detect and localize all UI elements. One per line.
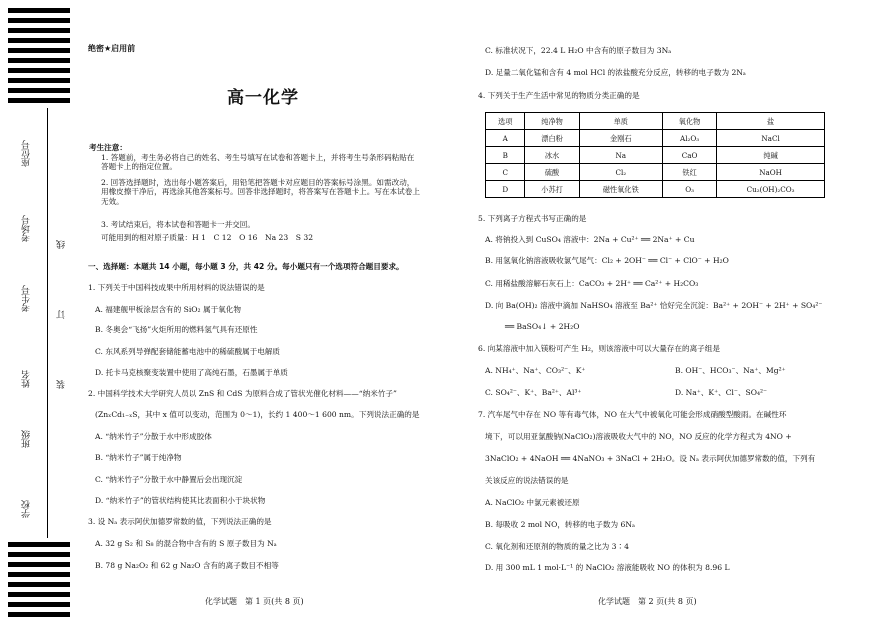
table-cell: Cl₂ bbox=[579, 164, 662, 181]
table-cell: O₃ bbox=[663, 181, 717, 198]
seal-text-ding: 订 bbox=[57, 310, 67, 319]
table-cell: CaO bbox=[663, 147, 717, 164]
stripe bbox=[8, 68, 70, 73]
stripe bbox=[8, 48, 70, 53]
option-line: C. 东风系列导弹配套储能蓄电池中的稀硫酸属于电解质 bbox=[95, 347, 281, 356]
option-line: D. 用 300 mL 1 mol·L⁻¹ 的 NaClO₂ 溶液能吸收 NO 的体积为 8.96 L bbox=[485, 563, 730, 572]
option-line: A. NaClO₂ 中氯元素被还原 bbox=[485, 498, 580, 507]
option-line: B. 冬奥会“飞扬”火炬所用的燃料氢气具有还原性 bbox=[95, 325, 258, 334]
atomic-mass-line: 可能用到的相对原子质量：H 1 C 12 O 16 Na 23 S 32 bbox=[101, 233, 314, 242]
question-line: 1. 下列关于中国科技成果中所用材料的说法错误的是 bbox=[88, 283, 265, 292]
question-line: 关该反应的说法错误的是 bbox=[485, 476, 569, 485]
table-cell: 冰水 bbox=[525, 147, 579, 164]
question-line: 3NaClO₂ + 4NaOH ══ 4NaNO₃ + 3NaCl + 2H₂O。设 Nₐ 表示阿伏加德罗常数的值，下列有 bbox=[485, 454, 816, 463]
table-cell: C bbox=[486, 164, 525, 181]
option-line: C. 标准状况下，22.4 L H₂O 中含有的原子数目为 3Nₐ bbox=[485, 46, 672, 55]
question-line: 境下，可以用亚氯酸钠(NaClO₂)溶液吸收大气中的 NO，NO 反应的化学方程式为 4NO + bbox=[485, 432, 792, 441]
stripe bbox=[8, 612, 70, 617]
table-header: 盐 bbox=[717, 113, 825, 130]
class-label: 班级 bbox=[22, 430, 32, 448]
exam-room-label: 考场号 bbox=[22, 215, 32, 242]
table-row bbox=[486, 181, 825, 198]
stripe bbox=[8, 38, 70, 43]
option-line: B. “纳米竹子”属于纯净物 bbox=[95, 453, 182, 462]
seal-line bbox=[47, 108, 48, 538]
table-cell: D bbox=[486, 181, 525, 198]
option-line: B. OH⁻、HCO₃⁻、Na⁺、Mg²⁺ bbox=[675, 366, 786, 375]
table-cell: 磁性氧化铁 bbox=[579, 181, 662, 198]
table-cell: A bbox=[486, 130, 525, 147]
table-cell: 硫酸 bbox=[525, 164, 579, 181]
seal-text-zhuang: 装 bbox=[57, 380, 67, 389]
option-line: D. 向 Ba(OH)₂ 溶液中滴加 NaHSO₄ 溶液至 Ba²⁺ 恰好完全沉淀：Ba²⁺ + 2OH⁻ + 2H⁺ + SO₄²⁻ bbox=[485, 301, 823, 310]
table-header: 选项 bbox=[486, 113, 525, 130]
option-line: C. “纳米竹子”分散于水中静置后会出现沉淀 bbox=[95, 475, 243, 484]
stripe bbox=[8, 562, 70, 567]
table-cell: 小苏打 bbox=[525, 181, 579, 198]
stripe bbox=[8, 78, 70, 83]
option-line: A. 将钠投入到 CuSO₄ 溶液中：2Na + Cu²⁺ ══ 2Na⁺ + Cu bbox=[485, 235, 695, 244]
option-line: A. NH₄⁺、Na⁺、CO₃²⁻、K⁺ bbox=[485, 366, 586, 375]
option-line: B. 每吸收 2 mol NO，转移的电子数为 6Nₐ bbox=[485, 520, 635, 529]
option-line: D. 足量二氧化锰和含有 4 mol HCl 的浓盐酸充分反应，转移的电子数为 2Nₐ bbox=[485, 68, 746, 77]
option-line: ══ BaSO₄↓ + 2H₂O bbox=[505, 322, 580, 331]
exam-id-label: 考生号 bbox=[22, 285, 32, 312]
stripe bbox=[8, 8, 70, 13]
notice-heading: 考生注意： bbox=[89, 143, 127, 152]
option-line: D. Na⁺、K⁺、Cl⁻、SO₄²⁻ bbox=[675, 388, 768, 397]
section-heading: 一、选择题：本题共 14 小题，每小题 3 分，共 42 分。每小题只有一个选项符合题目要求。 bbox=[88, 262, 404, 271]
notice-item: 3. 考试结束后，将本试卷和答题卡一并交回。 bbox=[101, 220, 255, 229]
seat-label: 座位号 bbox=[22, 140, 32, 167]
table-header-row bbox=[486, 113, 825, 130]
option-line: A. 福建舰甲板涂层含有的 SiO₂ 属于氧化物 bbox=[95, 305, 241, 314]
table-header: 纯净物 bbox=[525, 113, 579, 130]
table-cell: B bbox=[486, 147, 525, 164]
table-row bbox=[486, 130, 825, 147]
table-cell: Na bbox=[579, 147, 662, 164]
notice-item: 2. 回答选择题时，选出每小题答案后，用铅笔把答题卡对应题目的答案标号涂黑。如需改动，用橡皮擦干净后，再选涂其他答案标号。回答非选择题时，将答案写在答题卡上。写在本试卷上无效。 bbox=[101, 178, 420, 206]
binding-strip bbox=[0, 0, 70, 630]
stripe bbox=[8, 552, 70, 557]
table-cell: Al₂O₃ bbox=[663, 130, 717, 147]
name-label: 姓名 bbox=[22, 370, 32, 388]
stripe bbox=[8, 542, 70, 547]
option-line: B. 78 g Na₂O₂ 和 62 g Na₂O 含有的离子数目不相等 bbox=[95, 561, 279, 570]
stripe bbox=[8, 58, 70, 63]
page-footer: 化学试题 第 2 页(共 8 页) bbox=[598, 597, 697, 606]
option-line: A. 32 g S₂ 和 S₈ 的混合物中含有的 S 原子数目为 Nₐ bbox=[95, 539, 277, 548]
stripe bbox=[8, 602, 70, 607]
classification-table bbox=[485, 112, 825, 198]
table-header: 单质 bbox=[579, 113, 662, 130]
table-row bbox=[486, 164, 825, 181]
table-cell: 铁红 bbox=[663, 164, 717, 181]
stripe bbox=[8, 572, 70, 577]
option-line: B. 用氢氧化钠溶液吸收氯气尾气：Cl₂ + 2OH⁻ ══ Cl⁻ + ClO⁻ + H₂O bbox=[485, 256, 729, 265]
table-cell: Cu₂(OH)₂CO₃ bbox=[717, 181, 825, 198]
stripe bbox=[8, 98, 70, 103]
question-line: 2. 中国科学技术大学研究人员以 ZnS 和 CdS 为原料合成了管状光催化材料——“纳米竹子” bbox=[88, 389, 397, 398]
table-cell: NaCl bbox=[717, 130, 825, 147]
stripe bbox=[8, 28, 70, 33]
option-line: D. “纳米竹子”的管状结构使其比表面积小于块状物 bbox=[95, 496, 266, 505]
table-cell: 漂白粉 bbox=[525, 130, 579, 147]
option-line: C. SO₄²⁻、K⁺、Ba²⁺、Al³⁺ bbox=[485, 388, 582, 397]
stripe bbox=[8, 18, 70, 23]
table-row bbox=[486, 147, 825, 164]
school-label: 学校 bbox=[22, 500, 32, 518]
table-cell: 金刚石 bbox=[579, 130, 662, 147]
secret-mark: 绝密★启用前 bbox=[88, 44, 136, 53]
question-line: 4. 下列关于生产生活中常见的物质分类正确的是 bbox=[478, 91, 640, 100]
option-line: C. 氧化剂和还原剂的物质的量之比为 3∶4 bbox=[485, 542, 629, 551]
option-line: D. 托卡马克核聚变装置中使用了高纯石墨，石墨属于单质 bbox=[95, 368, 288, 377]
table-header: 氧化物 bbox=[663, 113, 717, 130]
option-line: A. “纳米竹子”分散于水中形成胶体 bbox=[95, 432, 212, 441]
question-line: 7. 汽车尾气中存在 NO 等有毒气体，NO 在大气中被氧化可能会形成硝酸型酸雨。在碱性环 bbox=[478, 410, 787, 419]
question-line: (ZnₓCd₁₋ₓS，其中 x 值可以变动，范围为 0～1)，长约 1 400～1 600 nm。下列说法正确的是 bbox=[95, 410, 420, 419]
stripe bbox=[8, 88, 70, 93]
question-line: 6. 向某溶液中加入镁粉可产生 H₂，则该溶液中可以大量存在的离子组是 bbox=[478, 344, 720, 353]
table-cell: NaOH bbox=[717, 164, 825, 181]
stripe bbox=[8, 582, 70, 587]
page-title: 高一化学 bbox=[227, 88, 299, 108]
seal-text-line: 线 bbox=[57, 240, 67, 249]
table-cell: 纯碱 bbox=[717, 147, 825, 164]
option-line: C. 用稀盐酸溶解石灰石上：CaCO₃ + 2H⁺ ══ Ca²⁺ + H₂CO₃ bbox=[485, 279, 699, 288]
stripe bbox=[8, 592, 70, 597]
question-line: 3. 设 Nₐ 表示阿伏加德罗常数的值，下列说法正确的是 bbox=[88, 517, 272, 526]
notice-item: 1. 答题前，考生务必将自己的姓名、考生号填写在试卷和答题卡上，并将考生号条形码粘贴在答题卡上的指定位置。 bbox=[101, 153, 415, 172]
page-footer: 化学试题 第 1 页(共 8 页) bbox=[205, 597, 304, 606]
question-line: 5. 下列离子方程式书写正确的是 bbox=[478, 214, 587, 223]
